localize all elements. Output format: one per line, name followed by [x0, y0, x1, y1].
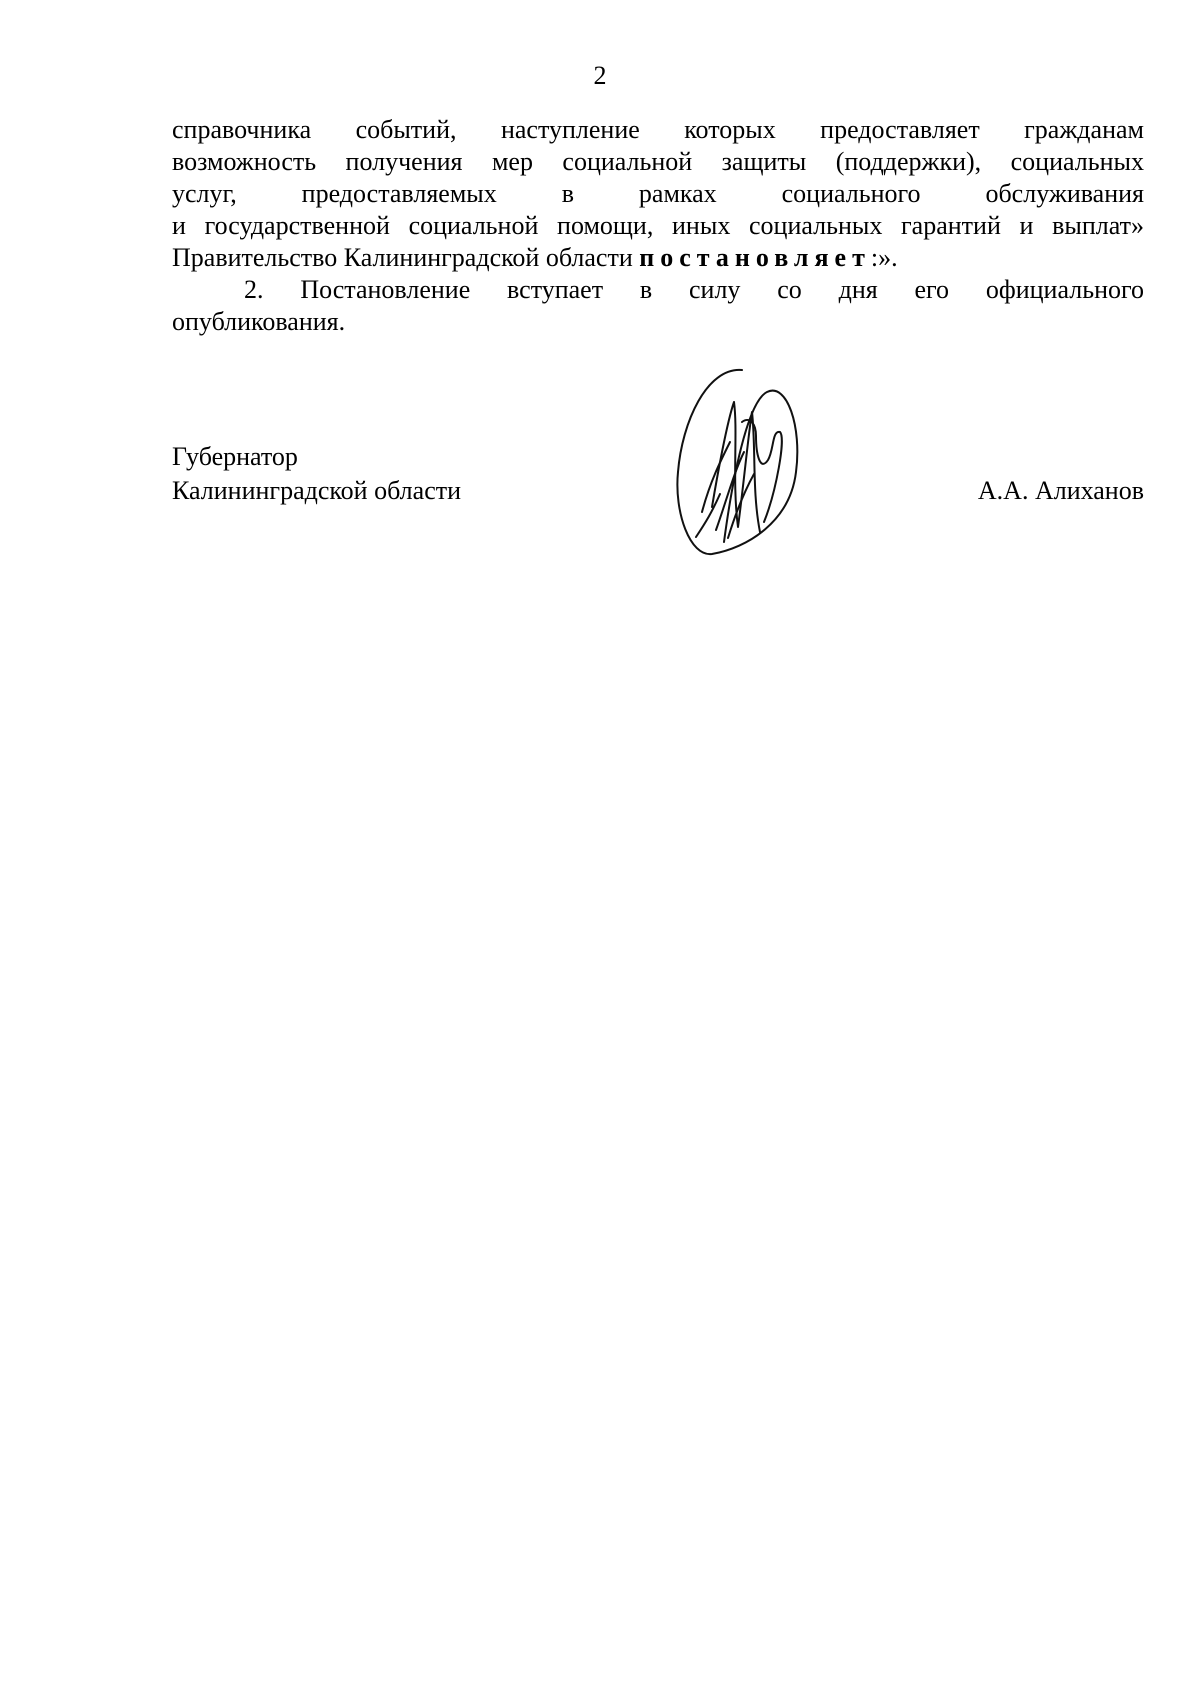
paragraph-2-line-1: 2. Постановление вступает в силу со дня его официального [244, 275, 1144, 304]
paragraph-1-line-2: возможность получения мер социальной защиты (поддержки), социальных [172, 147, 1144, 176]
page-number: 2 [593, 61, 607, 90]
paragraph-1-line-5-prefix: Правительство Калининградской области [172, 243, 640, 272]
paragraph-1-line-5 [172, 242, 1144, 274]
paragraph-2-line-2: опубликования. [172, 307, 346, 336]
position-line-1: Губернатор [172, 442, 298, 471]
paragraph-1-line-4: и государственной социальной помощи, иных социальных гарантий и выплат» [172, 211, 1144, 240]
position-line-2: Калининградской области [172, 476, 462, 505]
paragraph-1-line-1: справочника событий, наступление которых предоставляет гражданам [172, 115, 1144, 144]
document-body [172, 114, 1144, 338]
signatory-position [172, 440, 461, 508]
handwritten-signature-icon [672, 362, 812, 562]
paragraph-1-line-5-suffix: :». [870, 243, 898, 272]
signer-name: А.А. Алиханов [977, 476, 1144, 505]
resolution-keyword: постановляет [639, 243, 871, 272]
paragraph-1-line-3: услуг, предоставляемых в рамках социального обслуживания [172, 179, 1144, 208]
